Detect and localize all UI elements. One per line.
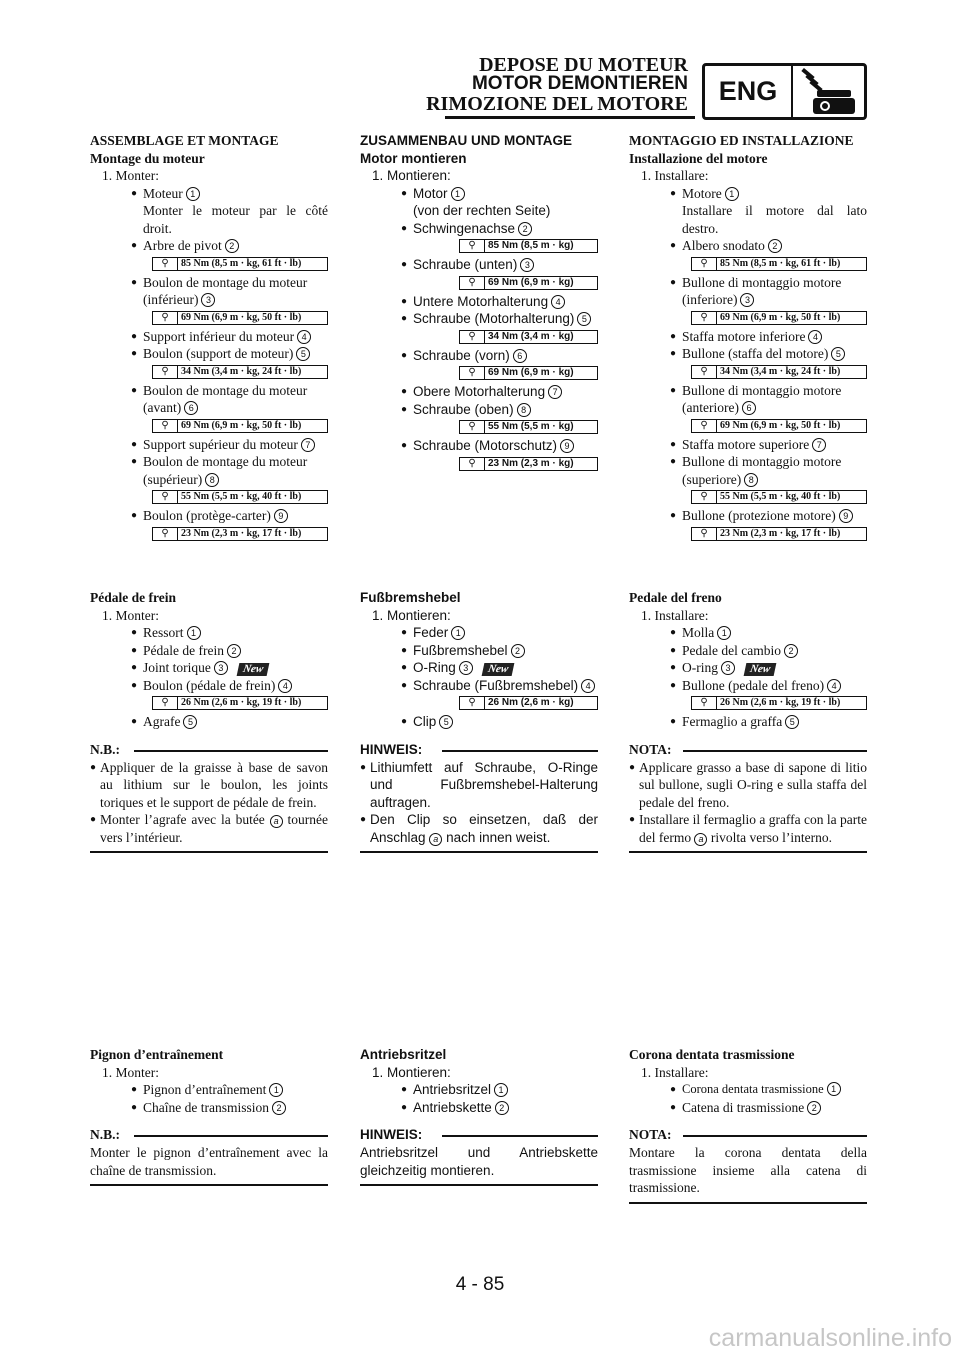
list-item: ● Arbre de pivot 2 <box>90 237 328 255</box>
section-title: Antriebsritzel <box>360 1047 447 1062</box>
note-header: NOTA: <box>629 741 867 759</box>
torque-spec: ⚲ 69 Nm (6,9 m · kg) <box>459 366 598 380</box>
header-title-fr: DEPOSE DU MOTEUR <box>479 54 688 76</box>
torque-wrench-icon: ⚲ <box>460 240 485 252</box>
list-item: ● Motor 1 <box>360 185 598 203</box>
torque-wrench-icon: ⚲ <box>692 366 717 378</box>
note-text: Montare la corona dentata della trasmissione insieme alla catena di trasmissione. <box>629 1145 867 1195</box>
list-item: ● Molla 1 <box>629 624 867 642</box>
note-item: ● Den Clip so einsetzen, daß der Anschlag a nach innen weist. <box>360 811 598 846</box>
step-label: 1. Installare: <box>641 168 709 183</box>
list-item: ● Schraube (Fußbremshebel) 4 <box>360 677 598 695</box>
step-label: 1. Montieren: <box>372 607 451 623</box>
torque-spec: ⚲ 69 Nm (6,9 m · kg, 50 ft · lb) <box>691 419 867 433</box>
list-item: ● O-Ring 3 New <box>360 659 598 677</box>
list-item: ● Bullone (staffa del motore) 5 <box>629 345 867 363</box>
section-title: Fußbremshebel <box>360 590 461 605</box>
torque-wrench-icon: ⚲ <box>692 312 717 324</box>
torque-spec: ⚲ 69 Nm (6,9 m · kg, 50 ft · lb) <box>152 311 328 325</box>
list-item: ● Boulon de montage du moteur (inférieur) 3 <box>90 274 328 309</box>
note-header: HINWEIS: <box>360 1126 598 1144</box>
list-item: ● Albero snodato 2 <box>629 237 867 255</box>
header-title-de: MOTOR DEMONTIEREN <box>471 73 688 94</box>
torque-wrench-icon: ⚲ <box>692 420 717 432</box>
list-item: ● Bullone di montaggio motore (anteriore) 6 <box>629 382 867 417</box>
list-item: ● Bullone di montaggio motore (inferiore) 3 <box>629 274 867 309</box>
list-item: ● O-ring 3 New <box>629 659 867 677</box>
torque-spec: ⚲ 85 Nm (8,5 m · kg) <box>459 239 598 253</box>
torque-spec: ⚲ 26 Nm (2,6 m · kg) <box>459 696 598 710</box>
note-end-rule <box>90 851 328 853</box>
torque-spec: ⚲ 34 Nm (3,4 m · kg, 24 ft · lb) <box>691 365 867 379</box>
section-title: ZUSAMMENBAU UND MONTAGE <box>360 133 572 148</box>
list-item: ● Pédale de frein 2 <box>90 642 328 660</box>
torque-wrench-icon: ⚲ <box>692 491 717 503</box>
note-end-rule <box>90 1184 328 1186</box>
note-item: ● Lithiumfett auf Schraube, O-Ringe und Fußbremshebel-Halterung auftragen. <box>360 759 598 812</box>
section-brake-pedal-fr <box>90 589 328 853</box>
engine-icon <box>795 68 863 118</box>
list-item: ● Joint torique 3 New <box>90 659 328 677</box>
note-end-rule <box>360 851 598 853</box>
list-item: ● Boulon (pédale de frein) 4 <box>90 677 328 695</box>
torque-spec: ⚲ 69 Nm (6,9 m · kg) <box>459 276 598 290</box>
torque-wrench-icon: ⚲ <box>460 277 485 289</box>
section-brake-pedal-de <box>360 589 598 853</box>
torque-spec: ⚲ 26 Nm (2,6 m · kg, 19 ft · lb) <box>691 696 867 710</box>
list-item: ● Agrafe 5 <box>90 713 328 731</box>
list-item-detail: Monter le moteur par le côté droit. <box>143 203 328 236</box>
torque-wrench-icon: ⚲ <box>153 258 178 270</box>
list-item: ● Pignon d’entraînement 1 <box>90 1081 328 1099</box>
section-assembly-de <box>360 132 598 474</box>
list-item: ● Chaîne de transmission 2 <box>90 1099 328 1117</box>
list-item: ● Schraube (Motorschutz) 9 <box>360 437 598 455</box>
torque-spec: ⚲ 55 Nm (5,5 m · kg) <box>459 420 598 434</box>
list-item: ● Antriebskette 2 <box>360 1099 598 1117</box>
list-item: ● Untere Motorhalterung 4 <box>360 293 598 311</box>
torque-spec: ⚲ 23 Nm (2,3 m · kg, 17 ft · lb) <box>152 527 328 541</box>
section-subtitle: Montage du moteur <box>90 150 205 166</box>
torque-wrench-icon: ⚲ <box>692 528 717 540</box>
new-badge: New <box>744 663 777 676</box>
page-number: 4 - 85 <box>455 1274 505 1295</box>
torque-spec: ⚲ 55 Nm (5,5 m · kg, 40 ft · lb) <box>152 490 328 504</box>
torque-spec: ⚲ 26 Nm (2,6 m · kg, 19 ft · lb) <box>152 696 328 710</box>
note-header: HINWEIS: <box>360 741 598 759</box>
section-subtitle: Motor montieren <box>360 150 467 166</box>
list-item: ● Catena di trasmissione 2 <box>629 1099 867 1117</box>
list-item: ● Boulon de montage du moteur (avant) 6 <box>90 382 328 417</box>
torque-spec: ⚲ 69 Nm (6,9 m · kg, 50 ft · lb) <box>691 311 867 325</box>
list-item: ● Motore 1 <box>629 185 867 203</box>
torque-wrench-icon: ⚲ <box>692 258 717 270</box>
torque-spec: ⚲ 23 Nm (2,3 m · kg, 17 ft · lb) <box>691 527 867 541</box>
list-item-detail: Installare il motore dal lato destro. <box>682 203 867 236</box>
torque-wrench-icon: ⚲ <box>153 312 178 324</box>
list-item: ● Feder 1 <box>360 624 598 642</box>
list-item: ● Bullone di montaggio motore (superiore) 8 <box>629 453 867 488</box>
torque-wrench-icon: ⚲ <box>460 367 485 379</box>
step-label: 1. Monter: <box>102 1064 159 1080</box>
note-text: Monter le pignon d’entraînement avec la chaîne de transmission. <box>90 1145 328 1178</box>
torque-spec: ⚲ 85 Nm (8,5 m · kg, 61 ft · lb) <box>152 257 328 271</box>
note-end-rule <box>360 1184 598 1186</box>
list-item: ● Moteur 1 <box>90 185 328 203</box>
list-item: ● Antriebsritzel 1 <box>360 1081 598 1099</box>
list-item: ● Boulon (support de moteur) 5 <box>90 345 328 363</box>
section-subtitle: Installazione del motore <box>629 150 768 166</box>
eng-badge <box>702 63 867 120</box>
note-item: ● Installare il fermaglio a graffa con la parte del fermo a rivolta verso l’interno. <box>629 811 867 846</box>
note-end-rule <box>629 851 867 853</box>
step-label: 1. Monter: <box>102 168 159 183</box>
list-item: ● Schraube (Motorhalterung) 5 <box>360 310 598 328</box>
list-item: ● Pedale del cambio 2 <box>629 642 867 660</box>
note-header: N.B.: <box>90 741 328 759</box>
torque-wrench-icon: ⚲ <box>153 697 178 709</box>
torque-wrench-icon: ⚲ <box>153 420 178 432</box>
section-title: Pedale del freno <box>629 590 722 605</box>
section-drive-sprocket-de <box>360 1046 598 1186</box>
list-item: ● Schraube (unten) 3 <box>360 256 598 274</box>
torque-spec: ⚲ 34 Nm (3,4 m · kg) <box>459 330 598 344</box>
list-item: ● Support inférieur du moteur 4 <box>90 328 328 346</box>
list-item: ● Clip 5 <box>360 713 598 731</box>
section-assembly-fr <box>90 132 328 544</box>
torque-wrench-icon: ⚲ <box>153 491 178 503</box>
section-title: Pignon d’entraînement <box>90 1047 224 1062</box>
torque-spec: ⚲ 34 Nm (3,4 m · kg, 24 ft · lb) <box>152 365 328 379</box>
torque-wrench-icon: ⚲ <box>153 528 178 540</box>
note-header: N.B.: <box>90 1126 328 1144</box>
list-item: ● Boulon de montage du moteur (supérieur) 8 <box>90 453 328 488</box>
step-label: 1. Monter: <box>102 607 159 623</box>
header-rule <box>445 116 695 119</box>
torque-wrench-icon: ⚲ <box>460 458 485 470</box>
note-end-rule <box>629 1202 867 1204</box>
section-title: ASSEMBLAGE ET MONTAGE <box>90 133 279 148</box>
section-title: MONTAGGIO ED INSTALLAZIONE <box>629 133 854 148</box>
list-item: ● Fermaglio a graffa 5 <box>629 713 867 731</box>
torque-wrench-icon: ⚲ <box>460 421 485 433</box>
list-item: ● Bullone (pedale del freno) 4 <box>629 677 867 695</box>
step-label: 1. Montieren: <box>372 1064 451 1080</box>
torque-wrench-icon: ⚲ <box>153 366 178 378</box>
torque-wrench-icon: ⚲ <box>460 331 485 343</box>
torque-wrench-icon: ⚲ <box>692 697 717 709</box>
list-item: ● Corona dentata trasmissione 1 <box>629 1081 867 1099</box>
note-header: NOTA: <box>629 1126 867 1144</box>
list-item-detail: (von der rechten Seite) <box>413 203 551 218</box>
list-item: ● Staffa motore superiore 7 <box>629 436 867 454</box>
list-item: ● Staffa motore inferiore 4 <box>629 328 867 346</box>
section-title: Corona dentata trasmissione <box>629 1047 795 1062</box>
list-item: ● Obere Motorhalterung 7 <box>360 383 598 401</box>
list-item: ● Schraube (oben) 8 <box>360 401 598 419</box>
section-brake-pedal-it <box>629 589 867 853</box>
torque-spec: ⚲ 69 Nm (6,9 m · kg, 50 ft · lb) <box>152 419 328 433</box>
list-item: ● Support supérieur du moteur 7 <box>90 436 328 454</box>
step-label: 1. Installare: <box>641 607 709 623</box>
section-drive-sprocket-it <box>629 1046 867 1204</box>
torque-spec: ⚲ 85 Nm (8,5 m · kg, 61 ft · lb) <box>691 257 867 271</box>
watermark: carmanualsonline.info <box>708 1324 952 1352</box>
list-item: ● Boulon (protège-carter) 9 <box>90 507 328 525</box>
step-label: 1. Installare: <box>641 1064 709 1080</box>
section-title: Pédale de frein <box>90 590 176 605</box>
torque-spec: ⚲ 55 Nm (5,5 m · kg, 40 ft · lb) <box>691 490 867 504</box>
header-title-it: RIMOZIONE DEL MOTORE <box>426 93 688 115</box>
torque-wrench-icon: ⚲ <box>460 697 485 709</box>
list-item: ● Schwingenachse 2 <box>360 220 598 238</box>
torque-spec: ⚲ 23 Nm (2,3 m · kg) <box>459 457 598 471</box>
step-label: 1. Montieren: <box>372 168 451 183</box>
list-item: ● Schraube (vorn) 6 <box>360 347 598 365</box>
note-text: Antriebsritzel und Antriebskette gleichzeitig montieren. <box>360 1145 598 1178</box>
section-drive-sprocket-fr <box>90 1046 328 1186</box>
list-item: ● Bullone (protezione motore) 9 <box>629 507 867 525</box>
list-item: ● Fußbremshebel 2 <box>360 642 598 660</box>
eng-badge-label: ENG <box>705 66 793 117</box>
note-item: ● Monter l’agrafe avec la butée a tournée vers l’intérieur. <box>90 811 328 846</box>
note-item: ● Applicare grasso a base di sapone di litio sul bullone, sugli O-ring e sulla staffa del pedale del freno. <box>629 759 867 812</box>
section-assembly-it <box>629 132 867 544</box>
note-item: ● Appliquer de la graisse à base de savon au lithium sur le boulon, les joints toriques et le support de pédale de frein. <box>90 759 328 812</box>
new-badge: New <box>481 663 514 676</box>
list-item: ● Ressort 1 <box>90 624 328 642</box>
new-badge: New <box>236 663 269 676</box>
